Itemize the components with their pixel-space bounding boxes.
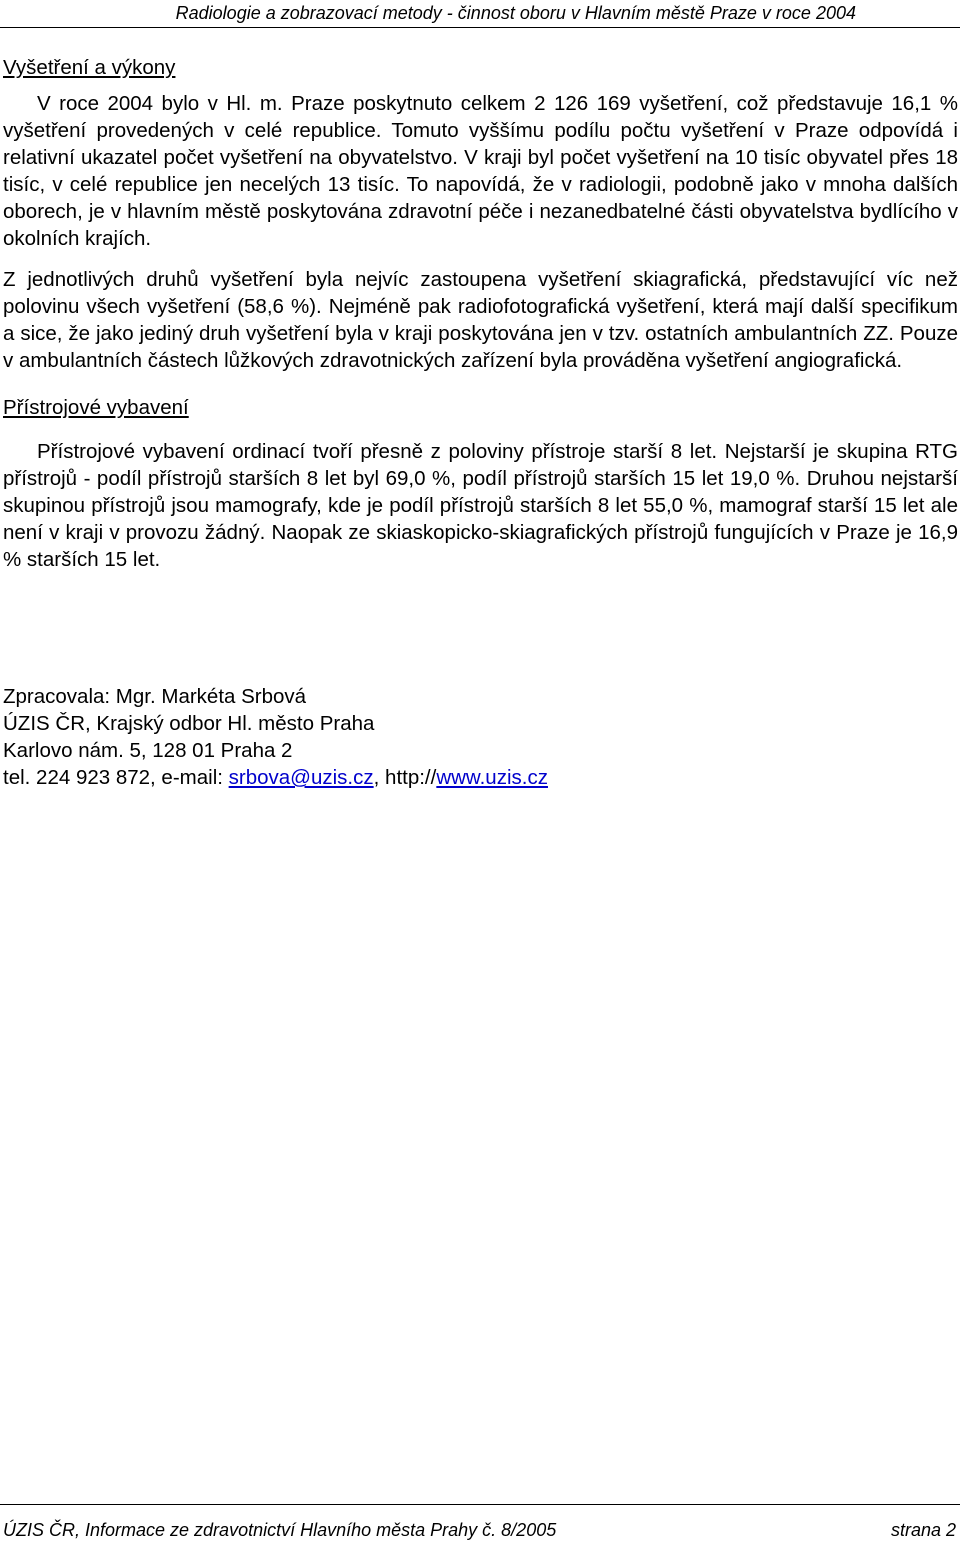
http-prefix: http:// xyxy=(385,766,437,789)
document-body xyxy=(3,52,958,791)
organization: ÚZIS ČR, Krajský odbor Hl. město Praha xyxy=(3,712,375,735)
section-heading-equipment: Přístrojové vybavení xyxy=(3,396,189,419)
contact-line xyxy=(3,764,958,791)
paragraph-equipment-1: Přístrojové vybavení ordinací tvoří přesně z poloviny přístroje starší 8 let. Nejstarší je skupina RTG přístrojů - podíl přístrojů starších 8 let byl 69,0 %, podíl přístrojů starších 15 let 19,0 %. Druhou nejstarší skupinou přístrojů jsou mamografy, kde je podíl přístrojů starších 8 let 55,0 %, mamograf starší 15 let ale není v kraji v provozu žádný. Naopak ze skiaskopicko-skiagrafických přístrojů fungujících v Praze je 16,9 % starších 15 let. xyxy=(3,440,958,571)
address: Karlovo nám. 5, 128 01 Praha 2 xyxy=(3,739,293,762)
running-header: Radiologie a zobrazovací metody - činnost oboru v Hlavním městě Praze v roce 2004 xyxy=(175,3,856,23)
contact-separator: , xyxy=(373,766,386,789)
section-heading-examinations: Vyšetření a výkony xyxy=(3,56,176,79)
header-divider xyxy=(0,27,960,28)
website-link[interactable]: www.uzis.cz xyxy=(436,766,548,789)
footer-publication: ÚZIS ČR, Informace ze zdravotnictví Hlavního města Prahy č. 8/2005 xyxy=(3,1520,557,1540)
footer-divider xyxy=(0,1504,960,1505)
contact-block xyxy=(3,683,958,791)
page-number: strana 2 xyxy=(890,1520,956,1540)
prepared-by: Zpracovala: Mgr. Markéta Srbová xyxy=(3,685,307,708)
paragraph-examinations-1: V roce 2004 bylo v Hl. m. Praze poskytnuto celkem 2 126 169 vyšetření, což představuje 16,1 % vyšetření provedených v celé republice. Tomuto vyššímu podílu počtu vyšetření v Praze odpovídá i relativní ukazatel počet vyšetření na obyvatelstvo. V kraji byl počet vyšetření na 10 tisíc obyvatel přes 18 tisíc, v celé republice jen necelých 13 tisíc. To napovídá, že v radiologii, podobně jako v mnoha dalších oborech, je v hlavním městě poskytována zdravotní péče i nezanedbatelné části obyvatelstva bydlícího v okolních krajích. xyxy=(3,92,958,250)
paragraph-examinations-2: Z jednotlivých druhů vyšetření byla nejvíc zastoupena vyšetření skiagrafická, představující víc než polovinu všech vyšetření (58,6 %). Nejméně pak radiofotografická vyšetření, která mají další specifikum a sice, že jako jediný druh vyšetření byla v kraji poskytována jen v tzv. ostatních ambulantních ZZ. Pouze v ambulantních částech lůžkových zdravotnických zařízení byla prováděna vyšetření angiografická. xyxy=(3,268,958,372)
email-link[interactable]: srbova@uzis.cz xyxy=(228,766,374,789)
phone-text: tel. 224 923 872, e-mail: xyxy=(3,766,229,789)
